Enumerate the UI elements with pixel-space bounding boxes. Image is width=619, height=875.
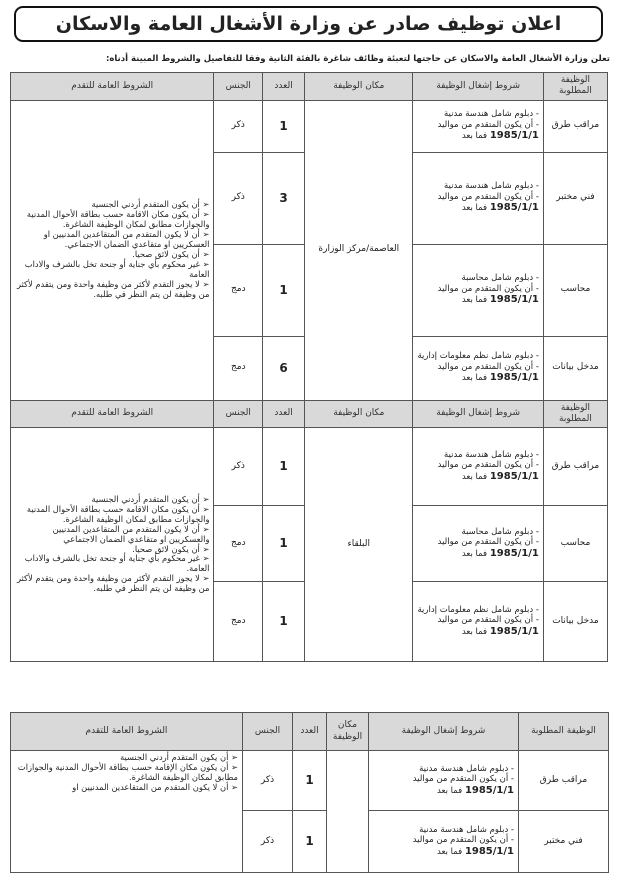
job-gender: ذكر [243,751,293,811]
header-gender: الجنس [214,73,263,101]
job-title: فني مختبر [543,152,607,244]
job-title: مدخل بيانات [543,336,607,400]
header-general: الشروط العامة للتقدم [11,713,243,751]
job-conditions: - دبلوم شامل هندسة مدنية - أن يكون المتقدم من مواليد 1985/1/1 فما بعد [369,811,519,873]
job-gender: دمج [214,336,263,400]
job-conditions: - دبلوم شامل محاسبة - أن يكون المتقدم من مواليد 1985/1/1 فما بعد [413,506,543,582]
table-row [11,100,608,152]
job-count: 1 [293,751,327,811]
job-gender: ذكر [214,100,263,152]
table-header-row [11,713,609,751]
header-general: الشروط العامة للتقدم [11,400,214,428]
job-conditions: - دبلوم شامل هندسة مدنية - أن يكون المتقدم من مواليد 1985/1/1 فما بعد [369,751,519,811]
job-count: 1 [263,428,305,506]
general-conditions: ➢ أن يكون المتقدم أردني الجنسية ➢ أن يكون مكان الاقامة حسب بطاقة الأحوال المدنية والجوازات مطابق لمكان الوظيفة الشاغرة. ➢ أن لا يكون المتقدم من المتقاعدين المدنيين والعسكريين او متقاعدي الضمان الاجتماعي ➢ أن يكون لائق صحيا. ➢ غير محكوم بأي جناية أو جنحة تخل بالشرف والاداب العامة. ➢ لا يجوز التقدم لأكثر من وظيفة واحدة ومن يتقدم لأكثر من وظيفة لن يتم النظر في طلبه. [11,428,214,662]
announcement-title: اعلان توظيف صادر عن وزارة الأشغال العامة والاسكان [14,6,603,42]
header-gender: الجنس [214,400,263,428]
header-location: مكان الوظيفة [305,400,413,428]
table-row [11,751,609,811]
header-location: مكان الوظيفة [305,73,413,101]
job-count: 6 [263,336,305,400]
job-conditions: - دبلوم شامل نظم معلومات إدارية - أن يكون المتقدم من مواليد 1985/1/1 فما بعد [413,582,543,662]
header-location: مكان الوظيفة [327,713,369,751]
job-title: مراقب طرق [519,751,609,811]
header-conditions: شروط إشغال الوظيفة [413,400,543,428]
job-location [327,751,369,873]
header-general: الشروط العامة للتقدم [11,73,214,101]
job-title: مدخل بيانات [543,582,607,662]
job-title: محاسب [543,506,607,582]
job-conditions: - دبلوم شامل هندسة مدنية - أن يكون المتقدم من مواليد 1985/1/1 فما بعد [413,428,543,506]
job-location: البلقاء [305,428,413,662]
header-conditions: شروط إشغال الوظيفة [413,73,543,101]
header-count: العدد [263,73,305,101]
job-location: العاصمة/مركز الوزارة [305,100,413,400]
job-gender: ذكر [214,428,263,506]
job-count: 1 [263,582,305,662]
table-header-row [11,73,608,101]
job-conditions: - دبلوم شامل محاسبة - أن يكون المتقدم من مواليد 1985/1/1 فما بعد [413,244,543,336]
job-gender: دمج [214,582,263,662]
header-count: العدد [263,400,305,428]
job-title: مراقب طرق [543,428,607,506]
intro-text: تعلن وزارة الأشغال العامة والاسكان عن حاجتها لتعبئة وظائف شاغرة بالفئة الثانية وفقا للتفاصيل والشروط المبينة أدناه: [105,54,610,64]
jobs-table-capital [10,72,608,662]
job-conditions: - دبلوم شامل هندسة مدنية - أن يكون المتقدم من مواليد 1985/1/1 فما بعد [413,152,543,244]
header-job: الوظيفة المطلوبة [543,400,607,428]
job-conditions: - دبلوم شامل نظم معلومات إدارية - أن يكون المتقدم من مواليد 1985/1/1 فما بعد [413,336,543,400]
job-count: 1 [263,100,305,152]
job-gender: دمج [214,244,263,336]
general-conditions: ➢ أن يكون المتقدم أردني الجنسية ➢ أن يكون مكان الإقامة حسب بطاقة الأحوال المدنية والجوازات مطابق لمكان الوظيفة الشاغرة. ➢ أن لا يكون المتقدم من المتقاعدين المدنيين او [11,751,243,873]
header-job: الوظيفة المطلوبة [519,713,609,751]
job-count: 1 [293,811,327,873]
table-row [11,428,608,506]
job-title: فني مختبر [519,811,609,873]
job-title: محاسب [543,244,607,336]
table-header-row [11,400,608,428]
header-conditions: شروط إشغال الوظيفة [369,713,519,751]
job-conditions: - دبلوم شامل هندسة مدنية - أن يكون المتقدم من مواليد 1985/1/1 فما بعد [413,100,543,152]
job-title: مراقب طرق [543,100,607,152]
job-gender: ذكر [243,811,293,873]
header-job: الوظيفة المطلوبة [543,73,607,101]
job-count: 3 [263,152,305,244]
job-count: 1 [263,506,305,582]
job-count: 1 [263,244,305,336]
general-conditions: ➢ أن يكون المتقدم أردني الجنسية ➢ أن يكون مكان الاقامة حسب بطاقة الأحوال المدنية والجوازات مطابق لمكان الوظيفة الشاغرة. ➢ أن لا يكون المتقدم من المتقاعدين المدنيين او العسكريين او متقاعدي الضمان الاجتماعي. ➢ أن يكون لائق صحيا. ➢ غير محكوم بأي جناية أو جنحة تخل بالشرف والاداب العامة ➢ لا يجوز التقدم لأكثر من وظيفة واحدة ومن يتقدم لأكثر من وظيفة لن يتم النظر في طلبه. [11,100,214,400]
job-gender: ذكر [214,152,263,244]
jobs-table-third [10,712,609,873]
job-gender: دمج [214,506,263,582]
header-gender: الجنس [243,713,293,751]
header-count: العدد [293,713,327,751]
